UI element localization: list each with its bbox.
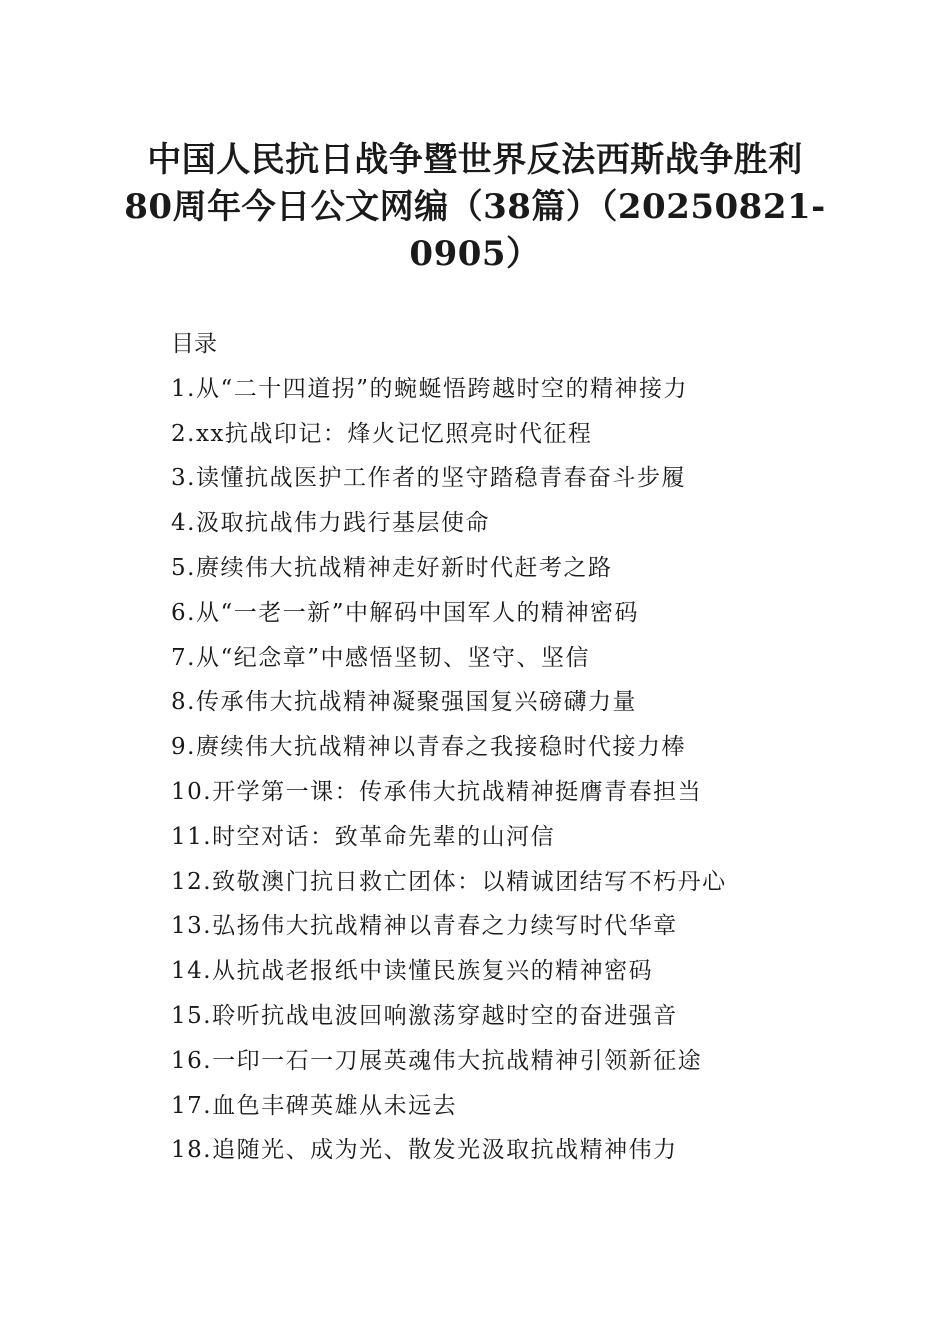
toc-item: 12.致敬澳门抗日救亡团体：以精诚团结写不朽丹心: [171, 868, 727, 895]
toc-item: 17.血色丰碑英雄从未远去: [171, 1092, 458, 1119]
toc-item: 9.赓续伟大抗战精神以青春之我接稳时代接力棒: [171, 734, 686, 761]
toc-item: 16.一印一石一刀展英魂伟大抗战精神引领新征途: [171, 1047, 703, 1074]
document-title: [110, 137, 840, 278]
toc-item: 13.弘扬伟大抗战精神以青春之力续写时代华章: [171, 913, 678, 940]
toc-item: 5.赓续伟大抗战精神走好新时代赶考之路: [171, 554, 613, 581]
toc-item: 7.从“纪念章”中感悟坚韧、坚守、坚信: [171, 644, 590, 671]
title-line-3: 0905）: [409, 234, 541, 274]
toc-item: 10.开学第一课：传承伟大抗战精神挺膺青春担当: [171, 778, 703, 805]
toc-item: 14.从抗战老报纸中读懂民族复兴的精神密码: [171, 958, 654, 985]
toc-item: 3.读懂抗战医护工作者的坚守踏稳青春奋斗步履: [171, 465, 686, 492]
title-line-2: 80周年今日公文网编（38篇）（20250821-: [124, 187, 826, 227]
toc-item: 15.聆听抗战电波回响激荡穿越时空的奋进强音: [171, 1002, 678, 1029]
toc-item: 8.传承伟大抗战精神凝聚强国复兴磅礴力量: [171, 689, 637, 716]
toc-heading: 目录: [171, 331, 217, 357]
table-of-contents: [171, 322, 831, 1173]
toc-list: [171, 367, 831, 1173]
toc-item: 18.追随光、成为光、散发光汲取抗战精神伟力: [171, 1137, 678, 1164]
toc-item: 11.时空对话：致革命先辈的山河信: [171, 823, 556, 850]
toc-item: 6.从“一老一新”中解码中国军人的精神密码: [171, 599, 639, 626]
toc-item: 2.xx抗战印记：烽火记忆照亮时代征程: [171, 420, 593, 447]
title-line-1: 中国人民抗日战争暨世界反法西斯战争胜利: [147, 140, 803, 180]
toc-item: 1.从“二十四道拐”的蜿蜒悟跨越时空的精神接力: [171, 375, 688, 402]
toc-item: 4.汲取抗战伟力践行基层使命: [171, 510, 490, 537]
